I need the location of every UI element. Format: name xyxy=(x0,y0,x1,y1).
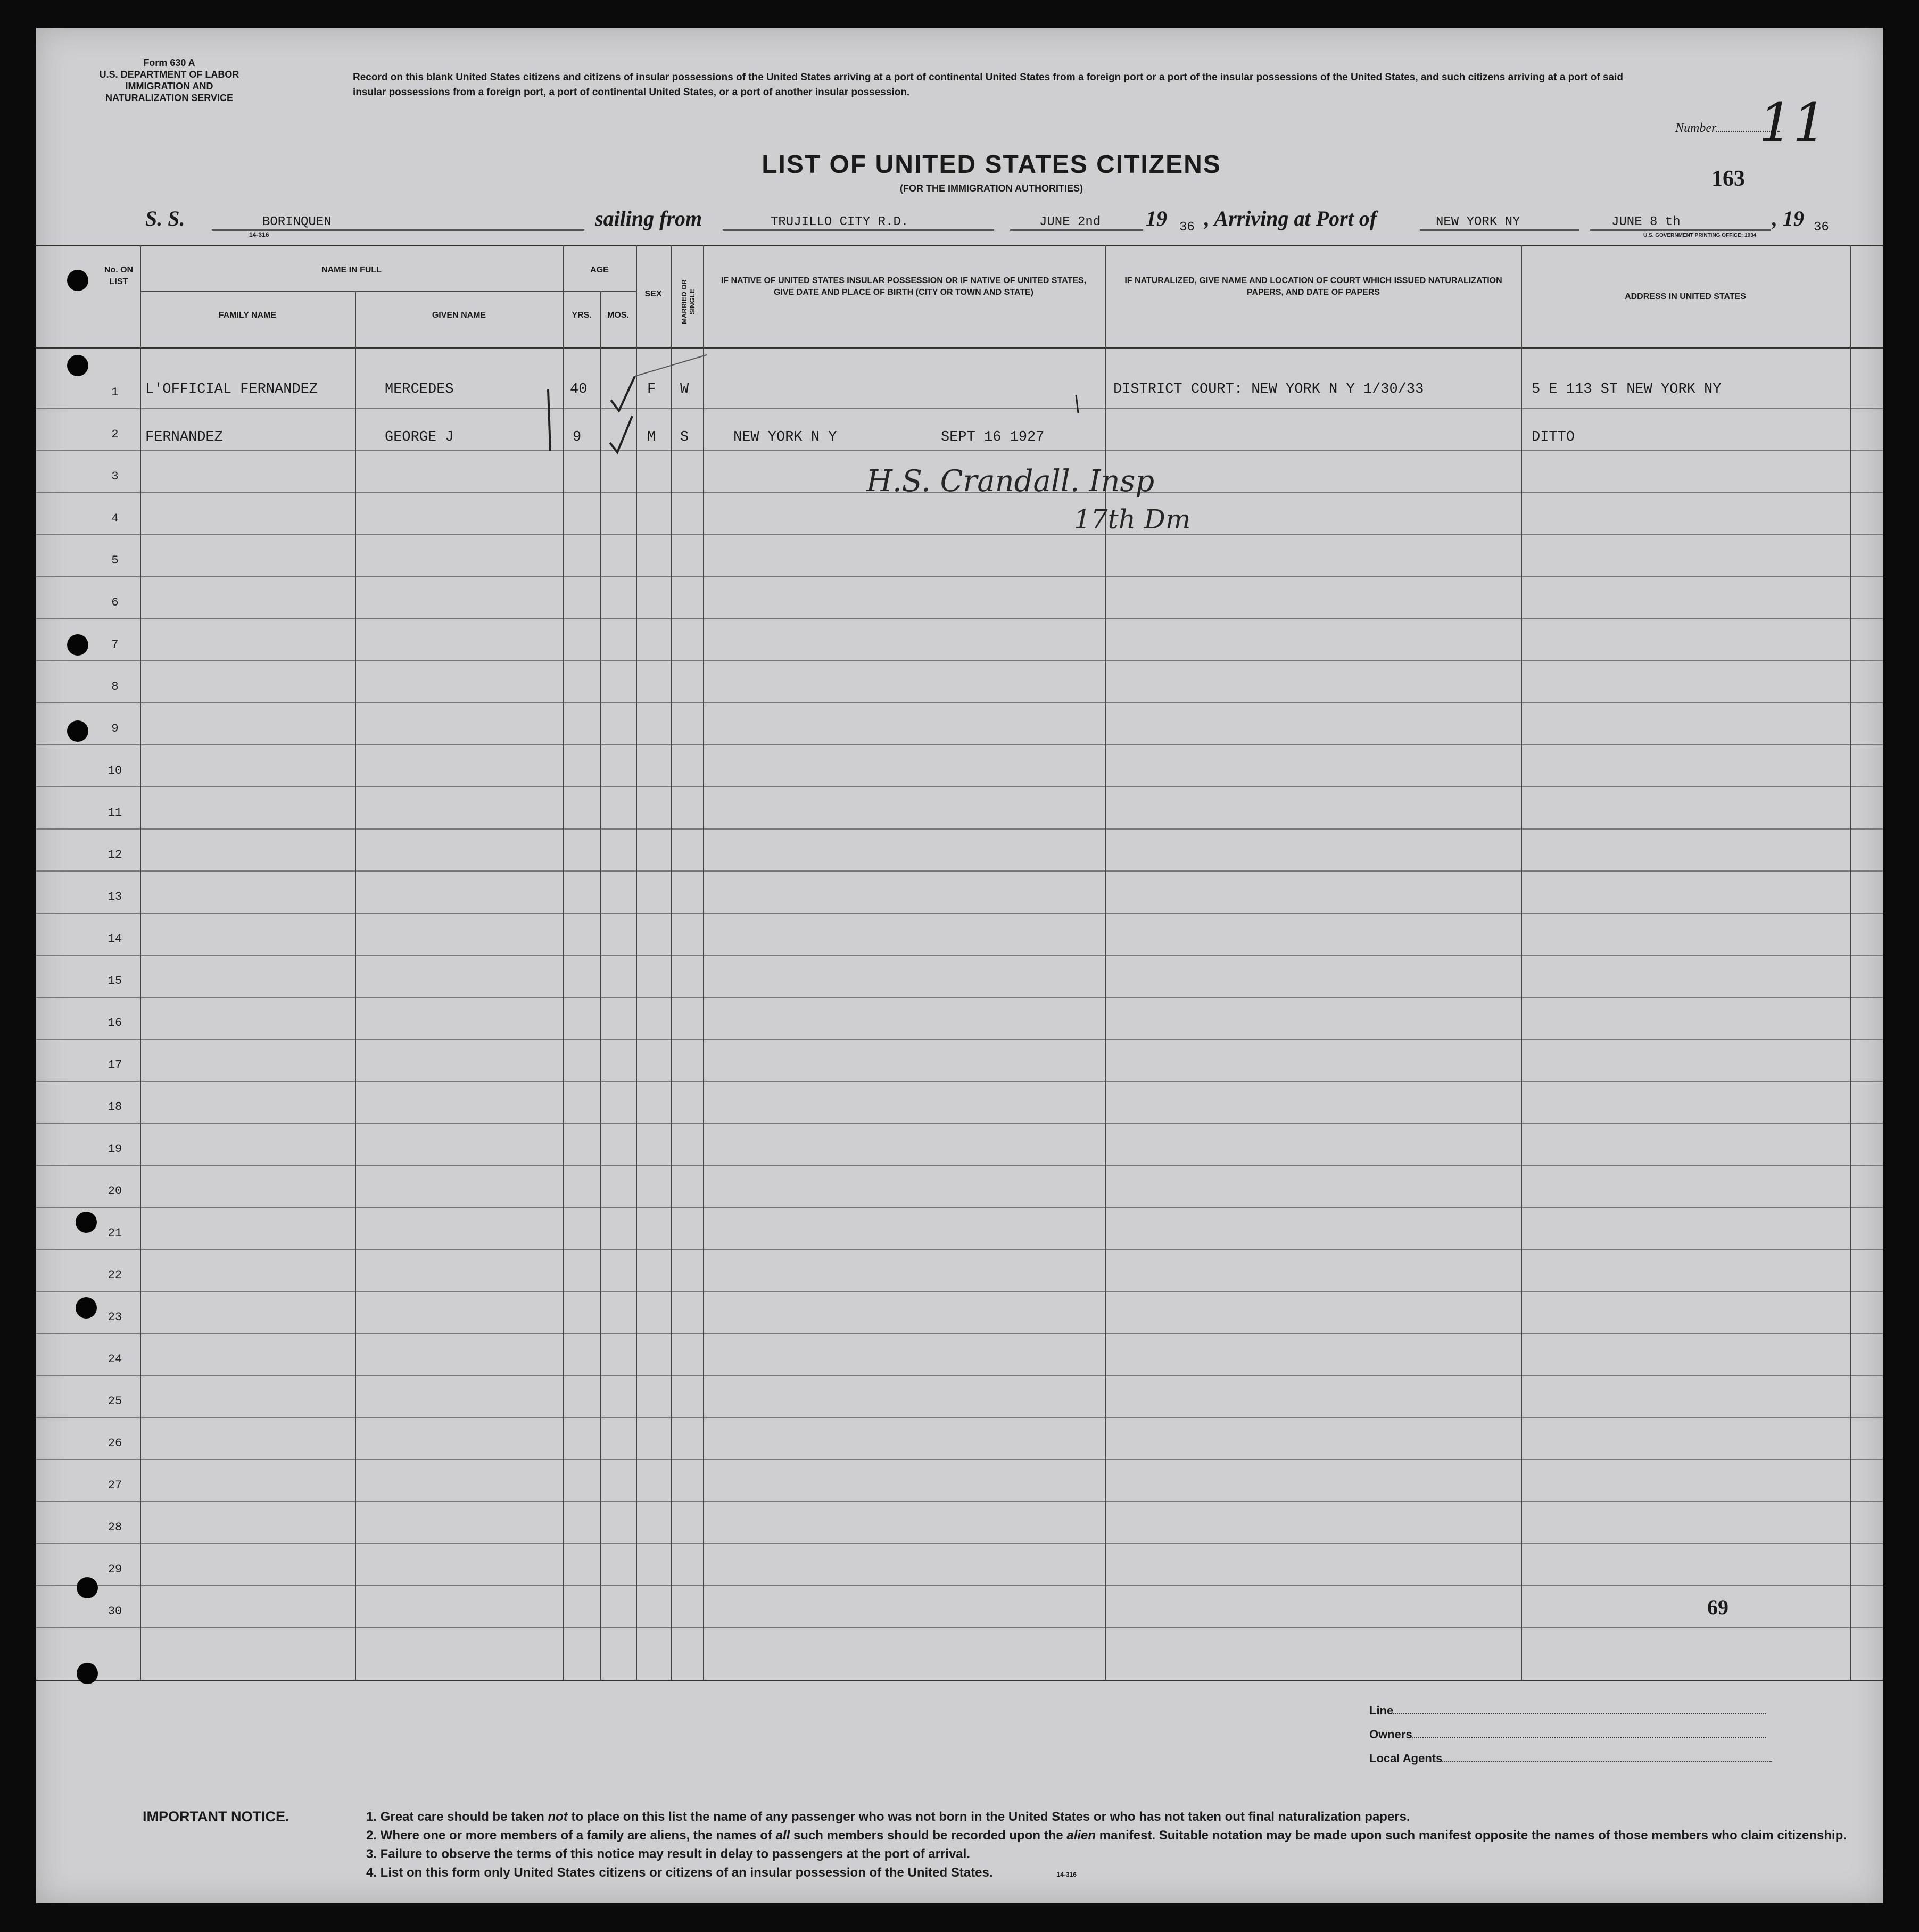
table-top-rule xyxy=(36,245,1883,246)
manifest-sheet xyxy=(36,28,1883,1903)
row-rule xyxy=(36,1081,1883,1082)
notice-item-1: 1. Great care should be taken not to place on this list the name of any passenger who was not born in the United States or who has not taken out final naturalization papers. xyxy=(366,1810,1410,1824)
page-stamp-bottom: 69 xyxy=(1707,1595,1728,1619)
punch-hole xyxy=(76,1212,97,1233)
row-number: 28 xyxy=(107,1521,122,1534)
row-number: 25 xyxy=(107,1395,122,1408)
col-divider xyxy=(355,291,356,1680)
important-notice xyxy=(143,1807,1856,1884)
row-number: 18 xyxy=(107,1100,122,1114)
punch-hole xyxy=(67,270,88,291)
arrive-year-prefix: , 19 xyxy=(1772,206,1804,230)
instructions-text: Record on this blank United States citizens and citizens of insular possessions of the United States arriving at a port of continental United States from a foreign port or a port of the insular possessions of the United States, and such citizens arriving at a port of said insular possessions from a foreign port, a port of continental United States, or a port of another insular possession. xyxy=(353,72,1624,98)
page-title: LIST OF UNITED STATES CITIZENS xyxy=(762,151,1221,179)
row-rule xyxy=(36,744,1883,745)
col-header-family-name: FAMILY NAME xyxy=(218,311,277,320)
col-divider xyxy=(600,291,601,1680)
row-number: 22 xyxy=(107,1268,122,1282)
page-subtitle: (FOR THE IMMIGRATION AUTHORITIES) xyxy=(900,183,1083,194)
arrive-year: 36 xyxy=(1814,220,1829,235)
sailing-from-port: TRUJILLO CITY R.D. xyxy=(723,215,994,231)
row-number: 10 xyxy=(107,764,122,777)
row1-address: 5 E 113 ST NEW YORK NY xyxy=(1532,382,1722,397)
arrival-port: NEW YORK NY xyxy=(1420,215,1579,231)
arriving-label: , Arriving at Port of xyxy=(1204,206,1377,230)
punch-hole xyxy=(67,634,88,656)
row-rule xyxy=(36,1249,1883,1250)
row-number: 24 xyxy=(107,1353,122,1366)
col-divider xyxy=(140,245,141,1680)
col-header-name-in-full: NAME IN FULL xyxy=(321,266,382,275)
row-rule xyxy=(36,1165,1883,1166)
col-divider xyxy=(1850,245,1851,1680)
page-stamp: 163 xyxy=(1711,167,1745,191)
col-header-naturalized: IF NATURALIZED, GIVE NAME AND LOCATION OF COURT WHICH ISSUED NATURALIZATION PAPERS, AND DATE OF PAPERS xyxy=(1124,276,1502,297)
notice-heading: IMPORTANT NOTICE. xyxy=(143,1809,289,1825)
list-number: 11 xyxy=(1759,92,1827,154)
handwritten-checkmarks xyxy=(547,352,717,459)
row-rule xyxy=(36,1627,1883,1628)
row-rule xyxy=(36,1375,1883,1376)
row2-given-name: GEORGE J xyxy=(385,429,454,445)
row-number: 5 xyxy=(111,554,119,567)
row-number: 17 xyxy=(107,1058,122,1072)
row-number: 2 xyxy=(111,428,119,441)
row-number: 23 xyxy=(107,1311,122,1324)
name-age-subrule xyxy=(140,291,636,292)
row1-age-years: 40 xyxy=(570,382,588,397)
row-rule xyxy=(36,1417,1883,1418)
row-number: 7 xyxy=(111,638,119,651)
col-divider xyxy=(671,245,672,1680)
table-header-rule xyxy=(36,347,1883,349)
row2-age-years: 9 xyxy=(573,429,582,445)
row-rule xyxy=(36,997,1883,998)
form-dept: U.S. DEPARTMENT OF LABOR xyxy=(99,69,239,80)
punch-hole xyxy=(77,1663,98,1684)
inspector-note: 17th Dm xyxy=(1074,504,1191,535)
punch-hole xyxy=(76,1297,97,1319)
row-number: 29 xyxy=(107,1563,122,1576)
sail-year: 36 xyxy=(1179,220,1195,235)
row-number: 14 xyxy=(107,932,122,946)
printer-imprint: U.S. GOVERNMENT PRINTING OFFICE: 1934 xyxy=(1643,233,1757,238)
row-number: 3 xyxy=(111,470,119,483)
row-rule xyxy=(36,1207,1883,1208)
row-rule xyxy=(36,576,1883,577)
row-number: 15 xyxy=(107,974,122,988)
row-number: 13 xyxy=(107,890,122,903)
row-number: 30 xyxy=(107,1605,122,1618)
row-rule xyxy=(36,870,1883,872)
col-header-age: AGE xyxy=(590,266,609,275)
col-header-birth: IF NATIVE OF UNITED STATES INSULAR POSSESSION OR IF NATIVE OF UNITED STATES, GIVE DATE AND PLACE OF BIRTH (CITY OR TOWN AND STATE) xyxy=(721,276,1087,297)
row1-sex: F xyxy=(647,382,656,397)
local-agents-field: Local Agents xyxy=(1369,1752,1772,1765)
row-number: 12 xyxy=(107,848,122,861)
row-number: 1 xyxy=(111,386,119,399)
col-header-married: MARRIED OR SINGLE xyxy=(680,279,696,324)
line-field: Line xyxy=(1369,1704,1766,1718)
col-header-no: No. ON LIST xyxy=(104,266,134,286)
row-number: 8 xyxy=(111,680,119,693)
row-rule xyxy=(36,408,1883,409)
row-number: 20 xyxy=(107,1184,122,1198)
row-rule xyxy=(36,955,1883,956)
row-number: 9 xyxy=(111,722,119,735)
row1-naturalized: DISTRICT COURT: NEW YORK N Y 1/30/33 xyxy=(1113,382,1424,397)
col-divider xyxy=(563,245,564,1680)
form-service-2: NATURALIZATION SERVICE xyxy=(105,93,233,103)
form-identifier xyxy=(79,57,260,104)
ink-tick xyxy=(1073,394,1083,415)
row-rule xyxy=(36,1501,1883,1502)
row-rule xyxy=(36,1039,1883,1040)
row-rule xyxy=(36,1585,1883,1586)
row-rule xyxy=(36,702,1883,703)
punch-hole xyxy=(67,720,88,742)
row-rule xyxy=(36,913,1883,914)
col-header-given-name: GIVEN NAME xyxy=(432,311,486,320)
row-rule xyxy=(36,1459,1883,1460)
row-number: 11 xyxy=(107,806,122,819)
row-number: 26 xyxy=(107,1437,122,1450)
col-divider xyxy=(1521,245,1522,1680)
row-number: 21 xyxy=(107,1226,122,1240)
col-divider xyxy=(1105,245,1106,1680)
form-service-1: IMMIGRATION AND xyxy=(125,81,213,92)
row-rule xyxy=(36,1123,1883,1124)
row2-birth-date: SEPT 16 1927 xyxy=(941,429,1045,445)
ss-label: S. S. xyxy=(145,206,185,230)
row1-family-name: L'OFFICIAL FERNANDEZ xyxy=(145,382,318,397)
punch-hole xyxy=(77,1577,98,1598)
row2-sex: M xyxy=(647,429,656,445)
row1-given-name: MERCEDES xyxy=(385,382,454,397)
punch-hole xyxy=(67,355,88,376)
col-header-sex: SEX xyxy=(644,289,662,298)
row-rule xyxy=(36,450,1883,451)
number-label: Number xyxy=(1675,121,1780,136)
row-rule xyxy=(36,1291,1883,1292)
row-number: 27 xyxy=(107,1479,122,1492)
sail-year-prefix: 19 xyxy=(1146,206,1167,230)
row-rule xyxy=(36,1543,1883,1544)
row-number: 6 xyxy=(111,596,119,609)
col-divider xyxy=(636,245,637,1680)
sailing-from-label: sailing from xyxy=(595,206,702,230)
col-header-mos: MOS. xyxy=(607,311,629,320)
owners-field: Owners xyxy=(1369,1728,1766,1742)
notice-item-2: 2. Where one or more members of a family are aliens, the names of all such members should be recorded upon the alien manifest. Suitable notation may be made upon such manifest opposite the names of those members who claim citizenship. xyxy=(366,1828,1847,1843)
row-rule xyxy=(36,618,1883,619)
table-bottom-rule xyxy=(36,1680,1883,1681)
row-number: 16 xyxy=(107,1016,122,1030)
arrival-date: JUNE 8 th xyxy=(1590,215,1771,231)
row-number: 4 xyxy=(111,512,119,525)
row-rule xyxy=(36,1333,1883,1334)
form-number: Form 630 A xyxy=(143,57,195,68)
notice-item-3: 3. Failure to observe the terms of this notice may result in delay to passengers at the port of arrival. xyxy=(366,1847,970,1861)
sailing-date: JUNE 2nd xyxy=(1010,215,1143,231)
row-rule xyxy=(36,828,1883,830)
col-header-address: ADDRESS IN UNITED STATES xyxy=(1625,292,1746,301)
row-number: 19 xyxy=(107,1142,122,1156)
ship-name: BORINQUEN xyxy=(212,215,584,231)
row2-address: DITTO xyxy=(1532,429,1575,445)
row1-married: W xyxy=(680,382,689,397)
row2-married: S xyxy=(680,429,689,445)
row-rule xyxy=(36,786,1883,787)
col-divider xyxy=(703,245,704,1680)
row2-birth-place: NEW YORK N Y xyxy=(733,429,837,445)
row-rule xyxy=(36,660,1883,661)
notice-items xyxy=(366,1807,1856,1884)
inspector-signature: H.S. Crandall. Insp xyxy=(866,464,1155,499)
notice-item-4: 4. List on this form only United States citizens or citizens of an insular possession of the United States. 14-316 xyxy=(366,1865,1077,1880)
row2-family-name: FERNANDEZ xyxy=(145,429,223,445)
row-rule xyxy=(36,534,1883,535)
form-code-top: 14-316 xyxy=(249,231,269,238)
col-header-yrs: YRS. xyxy=(572,311,592,320)
